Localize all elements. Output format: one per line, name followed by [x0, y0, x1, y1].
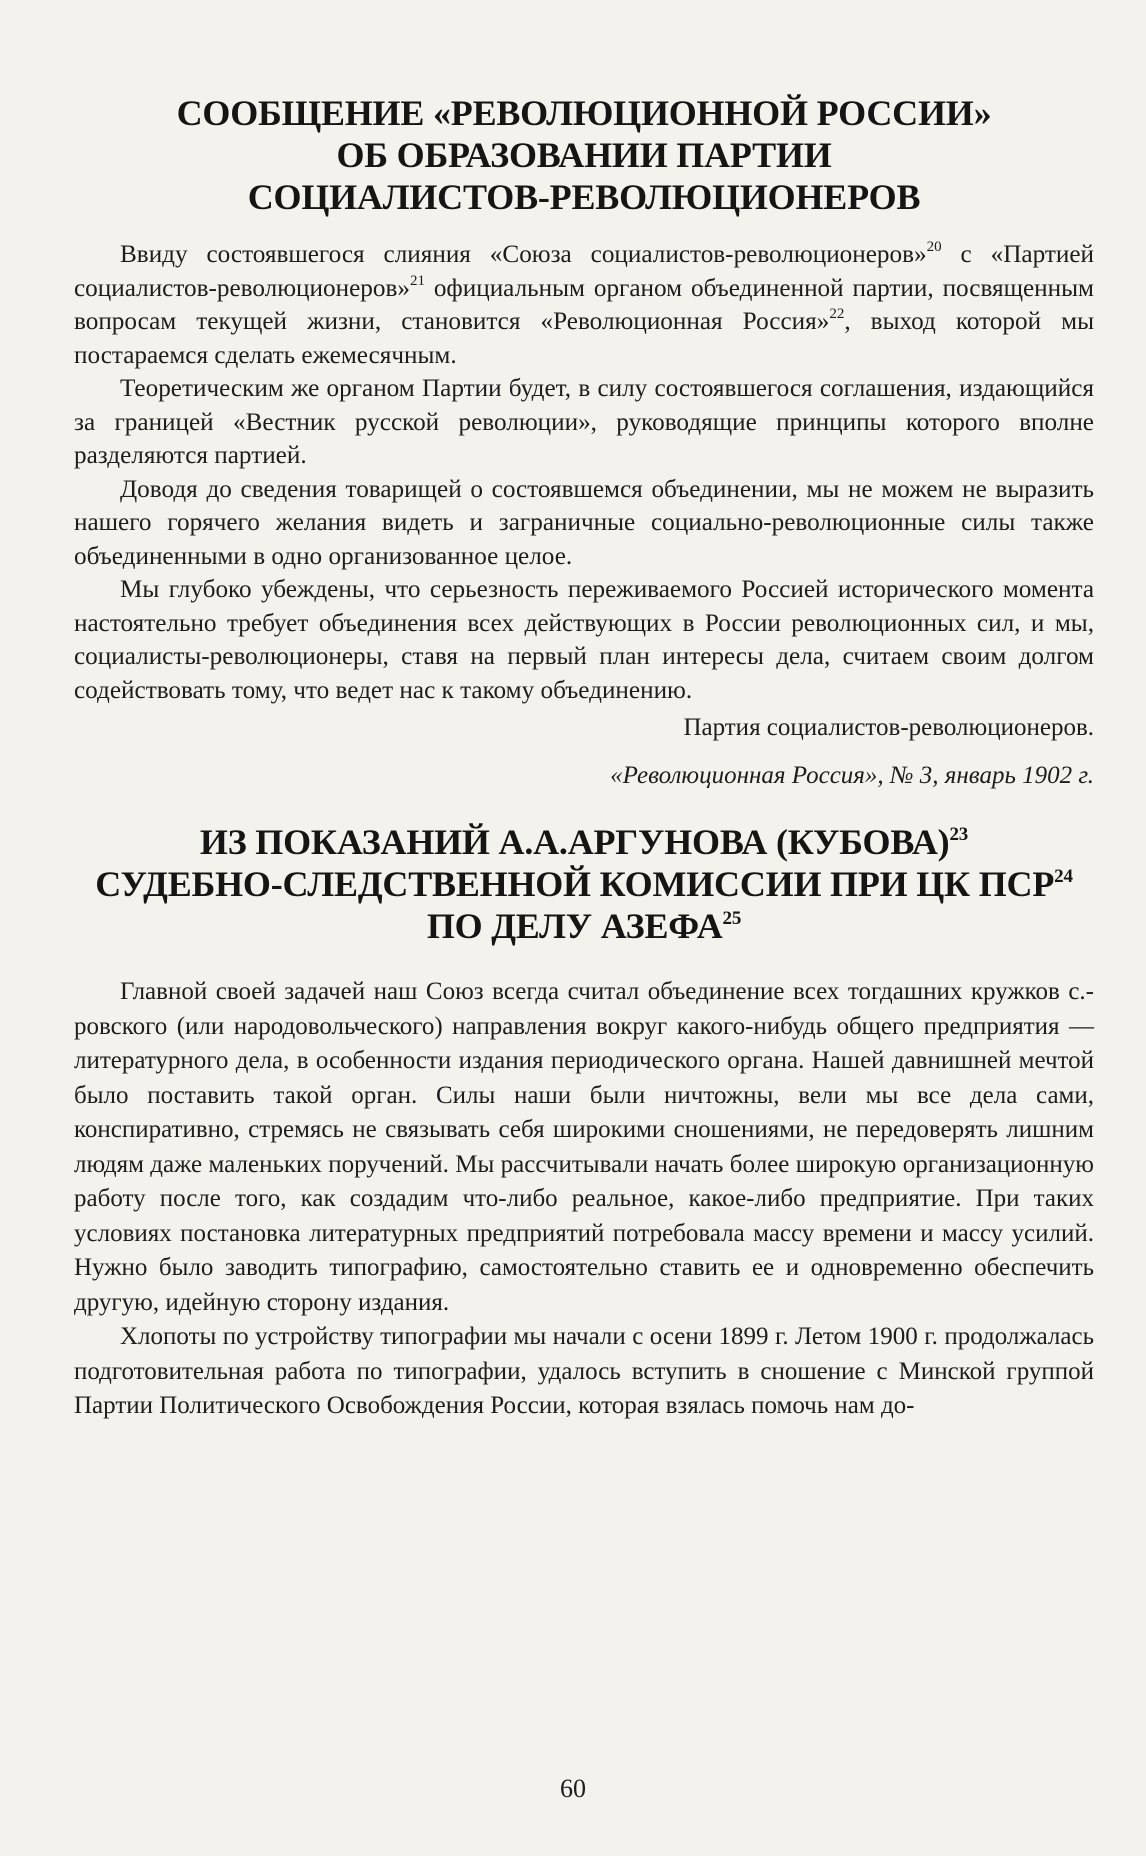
- page-number: 60: [560, 1774, 586, 1803]
- paragraph: Мы глубоко убеждены, что серьезность переживаемого Россией исторического момента настоятельно требует объединения всех действующих в России революционных сил, и мы, социалисты-революционеры, ставя на первый план интересы дела, считаем своим долгом содействовать тому, что ведет нас к такому объединению.: [74, 576, 1094, 704]
- footnote-ref: 25: [722, 908, 742, 929]
- article-title: [74, 821, 1094, 947]
- title-text: ИЗ ПОКАЗАНИЙ А.А.АРГУНОВА (КУБОВА): [199, 822, 950, 862]
- paragraph: Хлопоты по устройству типографии мы начали с осени 1899 г. Летом 1900 г. продолжалась подготовительная работа по типографии, удалось вступить в сношение с Минской группой Партии Политического Освобождения России, которая взялась помочь нам до-: [74, 1323, 1094, 1419]
- article-title: [84, 92, 1084, 218]
- footnote-ref: 23: [949, 824, 969, 845]
- text-run: , выход которой мы постараемся сделать ежемесячным.: [74, 308, 1094, 369]
- title-line: [74, 905, 1094, 947]
- article-argunov-testimony: [74, 821, 1094, 1424]
- title-line: [74, 863, 1094, 905]
- title-text: ПО ДЕЛУ АЗЕФА: [426, 906, 723, 946]
- title-line: СООБЩЕНИЕ «РЕВОЛЮЦИОННОЙ РОССИИ»: [176, 93, 992, 133]
- footnote-ref: 21: [409, 272, 425, 289]
- paragraph: Теоретическим же органом Партии будет, в силу состоявшегося соглашения, издающийся за границей «Вестник русской революции», руководящие принципы которого вполне разделяются партией.: [74, 375, 1094, 469]
- footnote-ref: 24: [1054, 866, 1073, 887]
- title-text: СУДЕБНО-СЛЕДСТВЕННОЙ КОМИССИИ ПРИ ЦК ПСР: [95, 864, 1055, 904]
- text-run: официальным органом объединенной партии, посвященным вопросам текущей жизни, становится «Революционная Россия»: [74, 274, 1094, 335]
- paragraph: Доводя до сведения товарищей о состоявшемся объединении, мы не можем не выразить нашего горячего желания видеть и заграничные социально-революционные силы также объединенными в одно организованное целое.: [74, 475, 1094, 570]
- signature: Партия социалистов-революционеров.: [683, 714, 1094, 741]
- footnote-ref: 20: [926, 239, 942, 255]
- paragraph: [74, 238, 1094, 372]
- paragraph: Главной своей задачей наш Союз всегда считал объединение всех тогдашних кружков с.-ровского (или народовольческого) направления вокруг какого-нибудь общего предприятия — литературного дела, в особенности издания периодического органа. Нашей давнишней мечтой было поставить такой орган. Силы наши были ничтожны, вели мы все дела сами, конспиративно, стремясь не связывать себя широкими сношениями, не передоверять лишним людям даже маленьких поручений. Мы рассчитывали начать более широкую организационную работу после того, как создадим что-либо реальное, какое-либо предприятие. При таких условиях постановка литературных предприятий потребовала массу времени и массу усилий. Нужно было заводить типографию, самостоятельно ставить ее и одновременно обеспечить другую, идейную сторону издания.: [74, 978, 1094, 1316]
- page-content: [74, 92, 1094, 1424]
- title-line: СОЦИАЛИСТОВ-РЕВОЛЮЦИОНЕРОВ: [247, 177, 921, 217]
- source-citation: «Революционная Россия», № 3, январь 1902 г.: [610, 762, 1094, 789]
- title-line: [74, 821, 1094, 863]
- article-rr-announcement: [74, 92, 1094, 793]
- footnote-ref: 22: [829, 306, 845, 322]
- text-run: с «Партией социалистов-революционеров»: [74, 241, 1094, 302]
- title-line: ОБ ОБРАЗОВАНИИ ПАРТИИ: [336, 135, 832, 175]
- text-run: Ввиду состоявшегося слияния «Союза социалистов-революционеров»: [120, 241, 927, 268]
